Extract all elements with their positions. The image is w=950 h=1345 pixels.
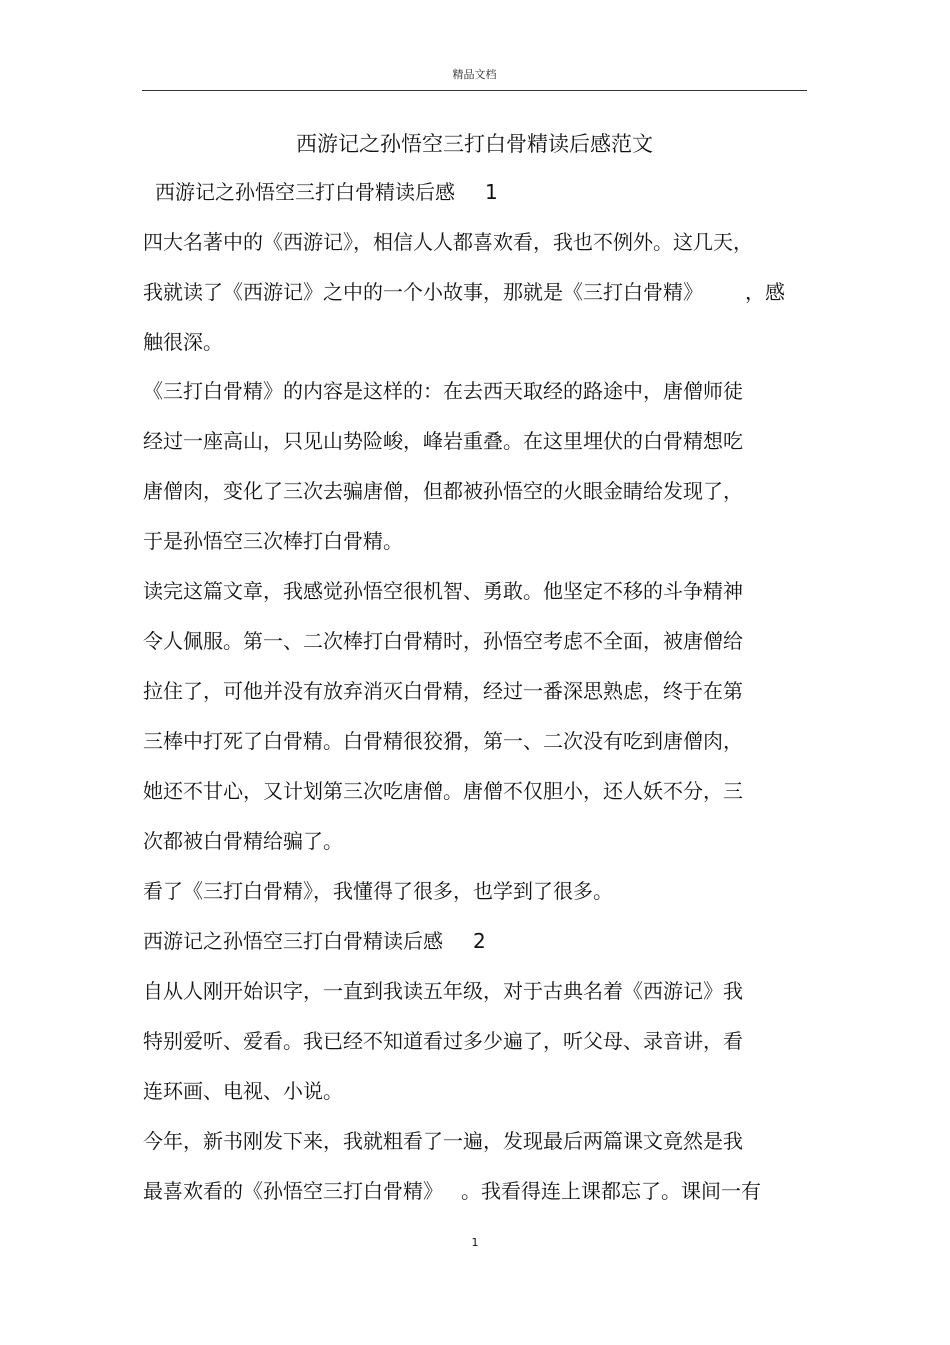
heading-text: 西游记之孙悟空三打白骨精读后感 bbox=[155, 180, 455, 204]
paragraph-line: 次都被白骨精给骗了。 bbox=[143, 829, 343, 853]
paragraph-line: 自从人刚开始识字，一直到我读五年级，对于古典名着《西游记》我 bbox=[143, 979, 743, 1003]
line-text: 最喜欢看的《孙悟空三打白骨精》 bbox=[143, 1179, 443, 1203]
paragraph-line: 令人佩服。第一、二次棒打白骨精时，孙悟空考虑不全面，被唐僧给 bbox=[143, 629, 743, 653]
paragraph-line: 四大名著中的《西游记》，相信人人都喜欢看，我也不例外。这几天， bbox=[143, 230, 753, 254]
heading-number: 2 bbox=[473, 929, 486, 953]
paragraph-line: 《三打白骨精》的内容是这样的：在去西天取经的路途中，唐僧师徒 bbox=[143, 379, 743, 403]
paragraph-line bbox=[143, 1178, 761, 1204]
paragraph-line: 她还不甘心，又计划第三次吃唐僧。唐僧不仅胆小，还人妖不分，三 bbox=[143, 779, 743, 803]
line-tail: ，感 bbox=[745, 280, 785, 304]
heading-number: 1 bbox=[485, 180, 498, 204]
section-heading-1 bbox=[155, 179, 498, 205]
section-heading-2 bbox=[143, 928, 486, 954]
paragraph-line: 于是孙悟空三次棒打白骨精。 bbox=[143, 529, 403, 553]
paragraph-line: 经过一座高山，只见山势险峻，峰岩重叠。在这里埋伏的白骨精想吃 bbox=[143, 429, 743, 453]
paragraph-line: 读完这篇文章，我感觉孙悟空很机智、勇敢。他坚定不移的斗争精神 bbox=[143, 579, 743, 603]
paragraph-line: 拉住了，可他并没有放弃消灭白骨精，经过一番深思熟虑，终于在第 bbox=[143, 679, 743, 703]
line-text: 我就读了《西游记》之中的一个小故事，那就是《三打白骨精》 bbox=[143, 280, 703, 304]
paragraph-line bbox=[143, 279, 785, 305]
paragraph-line: 连环画、电视、小说。 bbox=[143, 1079, 343, 1103]
line-tail: 。我看得连上课都忘了。课间一有 bbox=[461, 1179, 761, 1203]
paragraph-line: 触很深。 bbox=[143, 330, 223, 354]
paragraph-line: 看了《三打白骨精》，我懂得了很多，也学到了很多。 bbox=[143, 879, 613, 903]
header-divider bbox=[142, 90, 807, 91]
page-number: 1 bbox=[471, 1236, 479, 1249]
page-header: 精品文档 bbox=[452, 68, 497, 81]
paragraph-line: 特别爱听、爱看。我已经不知道看过多少遍了，听父母、录音讲，看 bbox=[143, 1029, 743, 1053]
document-title: 西游记之孙悟空三打白骨精读后感范文 bbox=[296, 132, 653, 156]
paragraph-line: 今年，新书刚发下来，我就粗看了一遍，发现最后两篇课文竟然是我 bbox=[143, 1129, 743, 1153]
heading-text: 西游记之孙悟空三打白骨精读后感 bbox=[143, 929, 443, 953]
paragraph-line: 三棒中打死了白骨精。白骨精很狡猾，第一、二次没有吃到唐僧肉， bbox=[143, 729, 743, 753]
paragraph-line: 唐僧肉，变化了三次去骗唐僧，但都被孙悟空的火眼金睛给发现了， bbox=[143, 479, 743, 503]
